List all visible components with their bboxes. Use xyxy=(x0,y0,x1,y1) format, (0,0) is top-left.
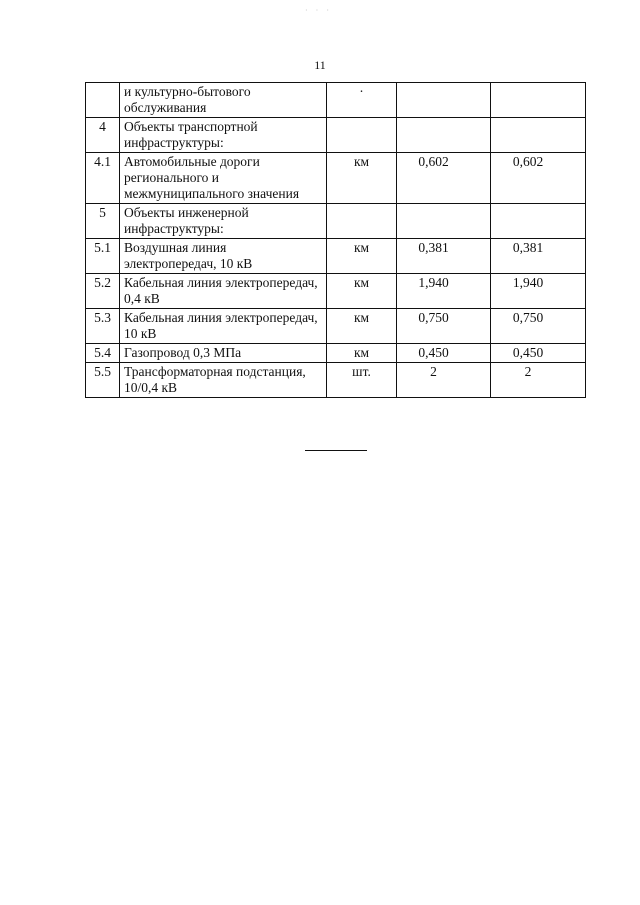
row-number: 5.4 xyxy=(86,344,120,363)
value-cell-1 xyxy=(397,83,491,118)
row-number: 5.1 xyxy=(86,239,120,274)
value-cell-2: 1,940 xyxy=(491,274,586,309)
unit-cell: км xyxy=(327,274,397,309)
value-cell-1: 1,940 xyxy=(397,274,491,309)
table-row xyxy=(86,118,586,153)
value-cell-2: 0,450 xyxy=(491,344,586,363)
unit-cell: км xyxy=(327,309,397,344)
objects-table xyxy=(85,82,586,398)
row-number: 5.3 xyxy=(86,309,120,344)
table-row xyxy=(86,83,586,118)
table-row xyxy=(86,344,586,363)
value-cell-2: 0,381 xyxy=(491,239,586,274)
value-cell-1: 0,450 xyxy=(397,344,491,363)
unit-cell: · xyxy=(327,83,397,118)
object-name: Кабельная линия электропередач, 0,4 кВ xyxy=(120,274,327,309)
unit-cell xyxy=(327,204,397,239)
objects-table-wrapper xyxy=(85,82,585,398)
value-cell-1 xyxy=(397,118,491,153)
value-cell-1 xyxy=(397,204,491,239)
value-cell-1: 0,750 xyxy=(397,309,491,344)
unit-cell: км xyxy=(327,153,397,204)
object-name: Автомобильные дороги регионального и межмуниципального значения xyxy=(120,153,327,204)
row-number: 4.1 xyxy=(86,153,120,204)
value-cell-1: 0,602 xyxy=(397,153,491,204)
row-number xyxy=(86,83,120,118)
object-name: и культурно-бытового обслуживания xyxy=(120,83,327,118)
object-name: Трансформаторная подстанция, 10/0,4 кВ xyxy=(120,363,327,398)
table-row xyxy=(86,204,586,239)
page-number: 11 xyxy=(314,58,326,72)
value-cell-2: 2 xyxy=(491,363,586,398)
row-number: 5 xyxy=(86,204,120,239)
row-number: 4 xyxy=(86,118,120,153)
table-row xyxy=(86,153,586,204)
value-cell-2: 0,750 xyxy=(491,309,586,344)
table-row xyxy=(86,274,586,309)
table-row xyxy=(86,363,586,398)
value-cell-2: 0,602 xyxy=(491,153,586,204)
object-name: Газопровод 0,3 МПа xyxy=(120,344,327,363)
table-row xyxy=(86,239,586,274)
unit-cell: км xyxy=(327,239,397,274)
value-cell-2 xyxy=(491,118,586,153)
end-separator-line xyxy=(305,450,367,451)
table-row xyxy=(86,309,586,344)
value-cell-2 xyxy=(491,83,586,118)
unit-cell: шт. xyxy=(327,363,397,398)
unit-cell: км xyxy=(327,344,397,363)
object-name: Объекты инженерной инфраструктуры: xyxy=(120,204,327,239)
value-cell-2 xyxy=(491,204,586,239)
unit-cell xyxy=(327,118,397,153)
value-cell-1: 0,381 xyxy=(397,239,491,274)
object-name: Воздушная линия электропередач, 10 кВ xyxy=(120,239,327,274)
scan-specks: · · · xyxy=(305,6,332,15)
row-number: 5.5 xyxy=(86,363,120,398)
row-number: 5.2 xyxy=(86,274,120,309)
object-name: Кабельная линия электропередач, 10 кВ xyxy=(120,309,327,344)
value-cell-1: 2 xyxy=(397,363,491,398)
object-name: Объекты транспортной инфраструктуры: xyxy=(120,118,327,153)
